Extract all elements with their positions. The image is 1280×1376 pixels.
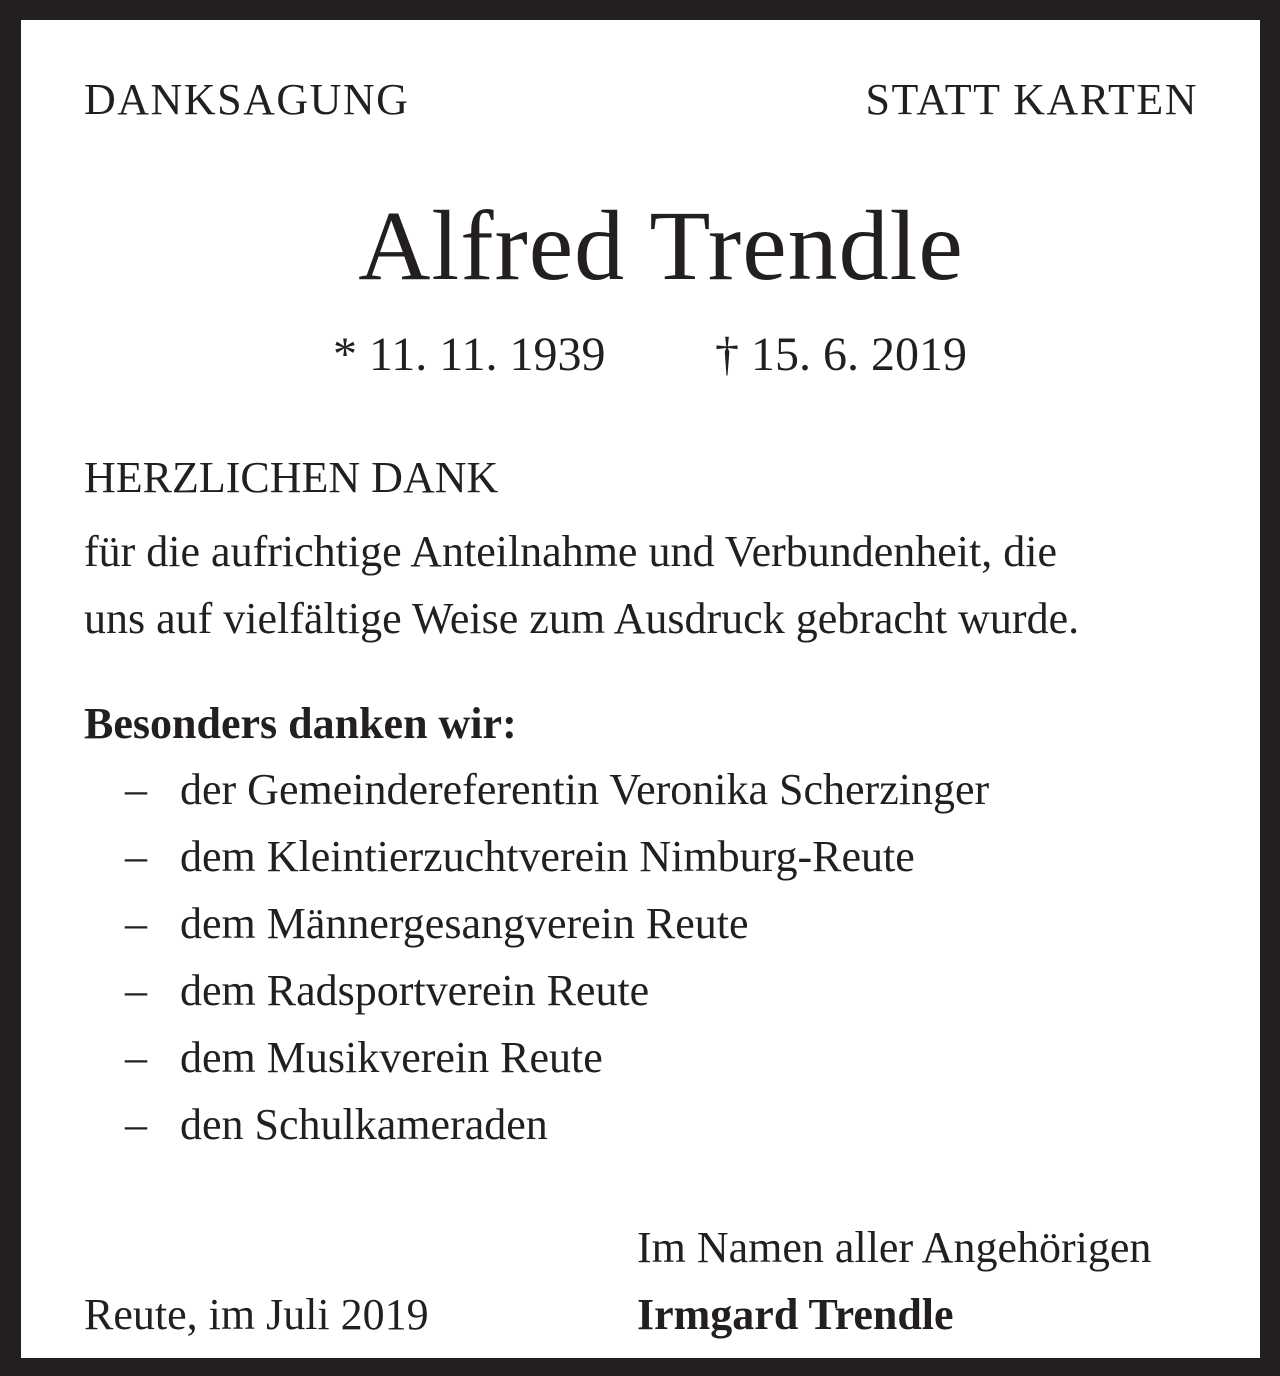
thanks-text-line-1: für die aufrichtige Anteilnahme und Verbundenheit, die xyxy=(84,527,1058,576)
list-item xyxy=(125,963,989,1030)
dash-bullet: – xyxy=(125,899,147,948)
list-item-text: dem Radsportverein Reute xyxy=(180,966,650,1015)
list-item-text: dem Kleintierzuchtverein Nimburg-Reute xyxy=(180,832,915,881)
special-thanks-heading: Besonders danken wir: xyxy=(84,699,517,748)
dash-bullet: – xyxy=(125,1033,147,1082)
dash-bullet: – xyxy=(125,1100,147,1149)
list-item xyxy=(125,896,989,963)
header-left-label: DANKSAGUNG xyxy=(84,75,410,124)
list-item-text: dem Musikverein Reute xyxy=(180,1033,603,1082)
list-item-text: den Schulkameraden xyxy=(180,1100,548,1149)
birth-date: * 11. 11. 1939 xyxy=(333,328,606,381)
list-item xyxy=(125,829,989,896)
dash-bullet: – xyxy=(125,966,147,1015)
place-and-date: Reute, im Juli 2019 xyxy=(84,1290,429,1339)
header-right-label: STATT KARTEN xyxy=(865,75,1198,124)
deceased-name: Alfred Trendle xyxy=(358,190,964,301)
list-item-text: der Gemeindereferentin Veronika Scherzinger xyxy=(180,765,990,814)
signer-name: Irmgard Trendle xyxy=(637,1290,954,1339)
thanks-title: HERZLICHEN DANK xyxy=(84,453,499,502)
dash-bullet: – xyxy=(125,832,147,881)
list-item-text: dem Männergesangverein Reute xyxy=(180,899,749,948)
death-date: † 15. 6. 2019 xyxy=(715,328,967,381)
list-item xyxy=(125,1030,989,1097)
special-thanks-list xyxy=(125,762,989,1164)
list-item xyxy=(125,1097,989,1164)
closing-line: Im Namen aller Angehörigen xyxy=(637,1223,1152,1272)
list-item xyxy=(125,762,989,829)
dash-bullet: – xyxy=(125,765,147,814)
thanks-text-line-2: uns auf vielfältige Weise zum Ausdruck gebracht wurde. xyxy=(84,594,1080,643)
